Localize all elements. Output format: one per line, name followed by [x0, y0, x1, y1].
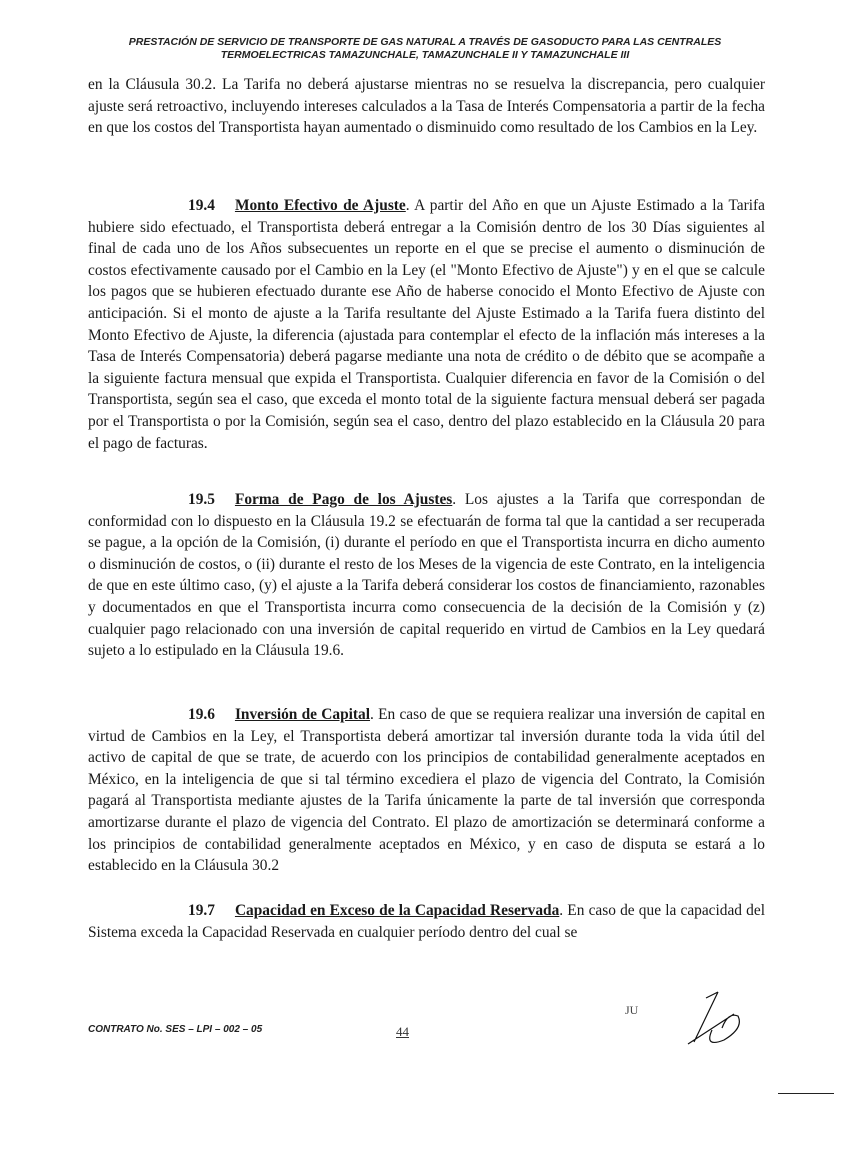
contract-number: CONTRATO No. SES – LPI – 002 – 05 [88, 1024, 263, 1035]
header-line-2: TERMOELECTRICAS TAMAZUNCHALE, TAMAZUNCHALE II Y TAMAZUNCHALE III [220, 49, 630, 61]
clause-title: Capacidad en Exceso de la Capacidad Reservada [234, 902, 560, 919]
divider-line [778, 1093, 834, 1094]
header-line-1: PRESTACIÓN DE SERVICIO DE TRANSPORTE DE GAS NATURAL A TRAVÉS DE GASODUCTO PARA LAS CENTRALES [128, 36, 722, 48]
clause-text: . En caso de que se requiera realizar una inversión de capital en virtud de Cambios en la Ley, el Transportista deberá amortizar tal inversión durante toda la vida útil del activo de capital de que se trate, de acuerdo con los principios de contabilidad generalmente aceptados en México, en la inteligencia de que si tal término excediera el plazo de vigencia del Contrato, la Comisión pagará al Transportista mediante ajustes de la Tarifa únicamente la parte de tal inversión que corresponda amortizarse durante el plazo de vigencia del Contrato. El plazo de amortización se determinará conforme a los principios de contabilidad generalmente aceptados en México, y en caso de disputa se estará a lo establecido en la Cláusula 30.2 [88, 706, 766, 875]
signature-icon [684, 990, 764, 1055]
clause-19-6 [88, 704, 765, 877]
initials-mark: JU [625, 1003, 639, 1017]
clause-19-5 [88, 489, 765, 662]
clause-text: . En caso de que la capacidad del Sistema exceda la Capacidad Reservada en cualquier período dentro del cual se [88, 902, 765, 941]
clause-title: Forma de Pago de los Ajustes [234, 491, 453, 508]
clause-title: Monto Efectivo de Ajuste [234, 197, 406, 214]
clause-number: 19.7 [188, 902, 215, 919]
clause-number: 19.4 [188, 197, 215, 214]
paragraph-continuation: en la Cláusula 30.2. La Tarifa no deberá ajustarse mientras no se resuelva la discrepancia, pero cualquier ajuste será retroactivo, incluyendo intereses calculados a la Tasa de Interés Compensatoria a partir de la fecha en que los costos del Transportista hayan aumentado o disminuido como resultado de los Cambios en la Ley. [88, 76, 765, 137]
clause-19-4 [88, 195, 765, 454]
clause-19-7 [88, 900, 765, 943]
document-header [60, 36, 790, 62]
clause-text: . Los ajustes a la Tarifa que correspondan de conformidad con lo dispuesto en la Cláusula 19.2 se efectuarán de forma tal que la cantidad a ser recuperada se pague, a la opción de la Comisión, (i) durante el período en que el Transportista incurra en dicho aumento o disminución de costos, o (ii) durante el resto de los Meses de la vigencia de este Contrato, en la inteligencia de que en este último caso, (y) el ajuste a la Tarifa deberá considerar los costos de financiamiento, razonables y documentados en que el Transportista incurra como consecuencia de la decisión de la Comisión y (z) cualquier pago relacionado con una inversión de capital requerido en virtud de Cambios en la Ley quedará sujeto a lo estipulado en la Cláusula 19.6. [88, 491, 766, 660]
clause-number: 19.5 [188, 491, 215, 508]
clause-text: . A partir del Año en que un Ajuste Estimado a la Tarifa hubiere sido efectuado, el Transportista deberá entregar a la Comisión dentro de los 30 Días siguientes al final de cada uno de los Años subsecuentes un reporte en el que se precise el aumento o disminución de costos efectivamente causado por el Cambio en la Ley (el "Monto Efectivo de Ajuste") y en el que se calcule los pagos que se hubieren efectuado durante ese Año de haberse conocido el Monto Efectivo de Ajuste con anticipación. Si el monto de ajuste a la Tarifa resultante del Ajuste Estimado a la Tarifa fuera distinto del Monto Efectivo de Ajuste, la diferencia (ajustada para contemplar el efecto de la inflación más intereses a la Tasa de Interés Compensatoria) deberá pagarse mediante una nota de crédito o de débito que se acompañe a la siguiente factura mensual que expida el Transportista. Cualquier diferencia en favor de la Comisión o del Transportista, según sea el caso, que exceda el monto total de la siguiente factura mensual deberá ser pagada por el Transportista o por la Comisión, según sea el caso, dentro del plazo establecido en la Cláusula 20 para el pago de facturas. [88, 197, 765, 452]
clause-number: 19.6 [188, 706, 215, 723]
page-number: 44 [396, 1024, 409, 1039]
clause-title: Inversión de Capital [234, 706, 371, 723]
